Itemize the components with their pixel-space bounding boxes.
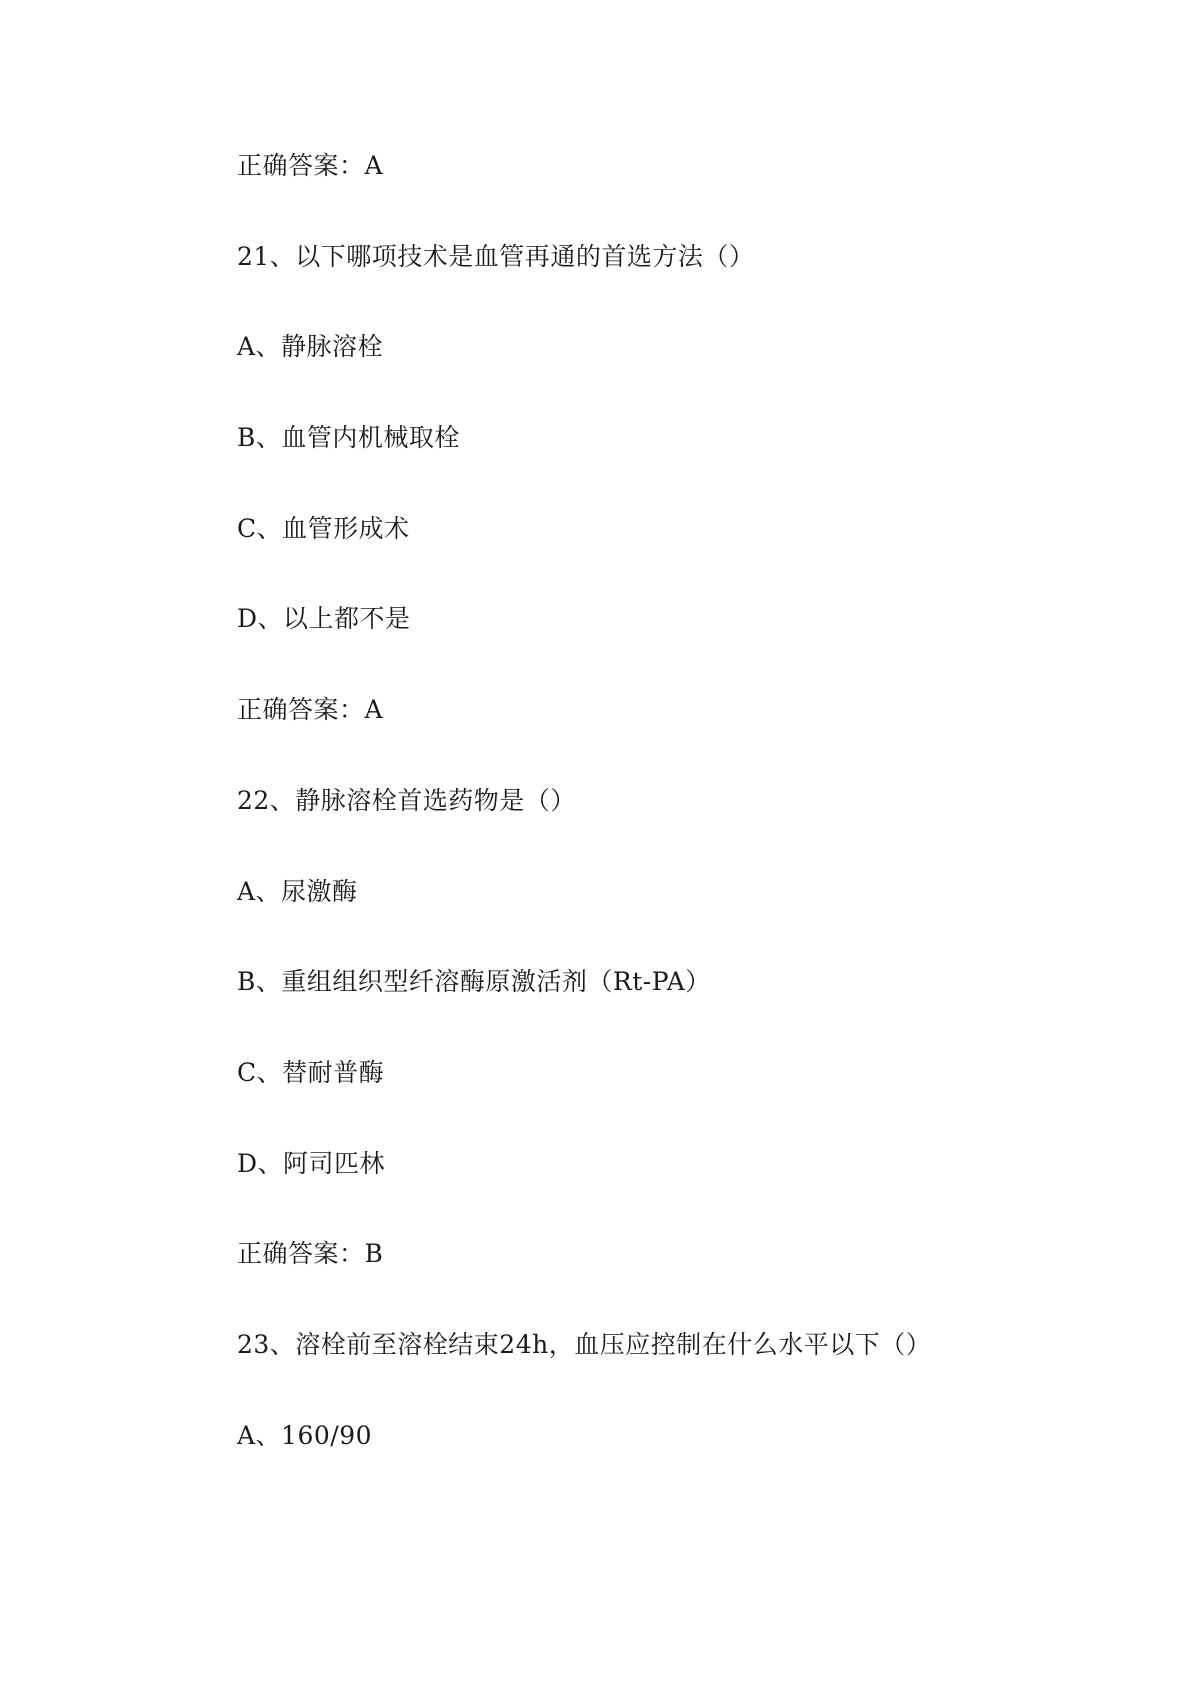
option-line: A、160/90 [237, 1420, 373, 1450]
option-line: D、阿司匹林 [237, 1148, 386, 1178]
answer-line: 正确答案：A [237, 151, 384, 180]
answer-line: 正确答案：A [237, 695, 384, 725]
answer-line: 正确答案：B [237, 1239, 384, 1269]
option-line: B、血管内机械取栓 [237, 423, 460, 453]
option-line: C、血管形成术 [237, 513, 410, 543]
question-list [237, 151, 1137, 1511]
option-line: C、替耐普酶 [237, 1057, 385, 1087]
option-line: B、重组组织型纤溶酶原激活剂（Rt-PA） [237, 967, 711, 997]
question-line: 22、静脉溶栓首选药物是（） [237, 785, 576, 815]
option-line: D、以上都不是 [237, 604, 411, 634]
question-line: 21、以下哪项技术是血管再通的首选方法（） [237, 241, 755, 271]
question-line: 23、溶栓前至溶栓结束24h，血压应控制在什么水平以下（） [237, 1329, 932, 1359]
option-line: A、尿激酶 [237, 876, 358, 906]
option-line: A、静脉溶栓 [237, 332, 384, 362]
